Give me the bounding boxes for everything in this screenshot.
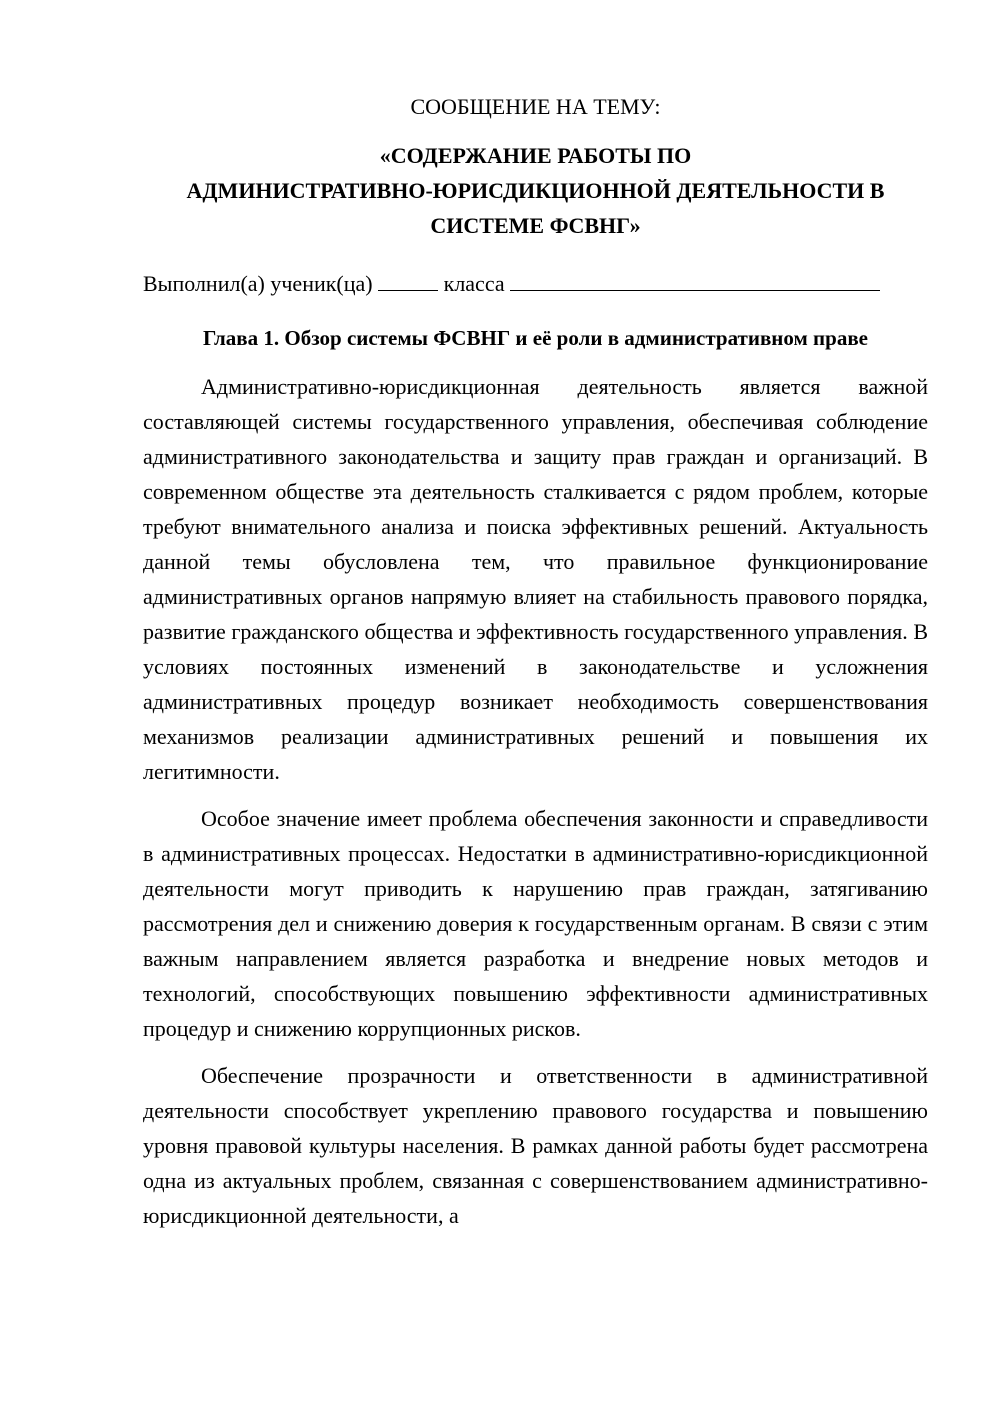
topic-title-line-2: АДМИНИСТРАТИВНО-ЮРИСДИКЦИОННОЙ ДЕЯТЕЛЬНОСТИ В (186, 178, 885, 203)
chapter-title: Глава 1. Обзор системы ФСВНГ и её роли в административном праве (203, 326, 868, 350)
class-word: класса (443, 271, 505, 296)
document-heading: СООБЩЕНИЕ НА ТЕМУ: (410, 94, 661, 119)
author-line (143, 266, 928, 301)
topic-title-line-1: «СОДЕРЖАНИЕ РАБОТЫ ПО (379, 143, 692, 168)
paragraph-1: Административно-юрисдикционная деятельность является важной составляющей системы государственного управления, обеспечивая соблюдение административного законодательства и защиту прав граждан и организаций. В современном обществе эта деятельность сталкивается с рядом проблем, которые требуют внимательного анализа и поиска эффективных решений. Актуальность данной темы обусловлена тем, что правильное функционирование административных органов напрямую влияет на стабильность правового порядка, развитие гражданского общества и эффективность государственного управления. В условиях постоянных изменений в законодательстве и усложнения административных процедур возникает необходимость совершенствования механизмов реализации административных решений и повышения их легитимности. (143, 374, 928, 784)
grade-blank (378, 266, 438, 291)
paragraph-3: Обеспечение прозрачности и ответственности в административной деятельности способствует укреплению правового государства и повышению уровня правовой культуры населения. В рамках данной работы будет рассмотрена одна из актуальных проблем, связанная с совершенствованием административно-юрисдикционной деятельности, а (143, 1063, 928, 1228)
body-text (143, 369, 928, 1233)
topic-title-line-3: СИСТЕМЕ ФСВНГ» (430, 213, 641, 238)
paragraph-2: Особое значение имеет проблема обеспечения законности и справедливости в административных процессах. Недостатки в административно-юрисдикционной деятельности могут приводить к нарушению прав граждан, затягиванию рассмотрения дел и снижению доверия к государственным органам. В связи с этим важным направлением является разработка и внедрение новых методов и технологий, способствующих повышению эффективности административных процедур и снижению коррупционных рисков. (143, 806, 928, 1041)
class-name-blank (510, 266, 880, 291)
topic-title (143, 138, 928, 243)
author-prefix: Выполнил(а) ученик(ца) (143, 271, 373, 296)
